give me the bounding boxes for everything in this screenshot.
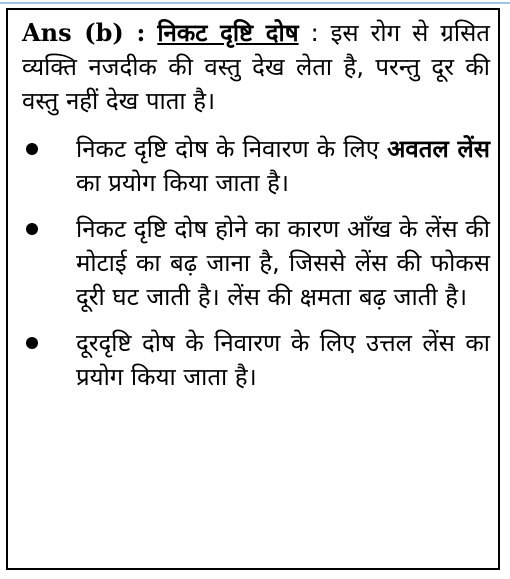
answer-content [22, 16, 490, 406]
bullet-icon [26, 223, 38, 235]
cropped-text-fragment [120, 570, 500, 571]
bullet-item-3 [22, 326, 490, 394]
bullet-icon [26, 143, 38, 155]
bullet-item-1 [22, 132, 490, 200]
heading-separator: : [298, 19, 331, 47]
bullet-text-after: का प्रयोग किया जाता है। [76, 169, 290, 197]
answer-label: Ans (b) : [22, 18, 146, 47]
bullet-text: निकट दृष्टि दोष होने का कारण आँख के लेंस की मोटाई का बढ़ जाना है, जिससे लेंस की फोकस दूरी घट जाती है। लेंस की क्षमता बढ़ जाती है। [76, 215, 490, 311]
cropped-next-line [0, 570, 510, 579]
top-edge-line [0, 2, 510, 4]
bullet-list [22, 132, 490, 394]
answer-intro [22, 16, 490, 118]
bullet-strong-text: अवतल लेंस [387, 135, 490, 163]
top-edge [0, 0, 510, 8]
bullet-item-2 [22, 212, 490, 314]
bullet-text: दूरदृष्टि दोष के निवारण के लिए उत्तल लेंस का प्रयोग किया जाता है। [76, 329, 490, 391]
intro-text: इस रोग से ग्रसित व्यक्ति नजदीक की वस्तु देख लेता है, परन्तु दूर की वस्तु नहीं देख पाता है। [22, 19, 490, 115]
bullet-text-before: निकट दृष्टि दोष के निवारण के लिए [76, 135, 388, 163]
answer-heading: निकट दृष्टि दोष [157, 19, 299, 47]
bullet-icon [26, 337, 38, 349]
